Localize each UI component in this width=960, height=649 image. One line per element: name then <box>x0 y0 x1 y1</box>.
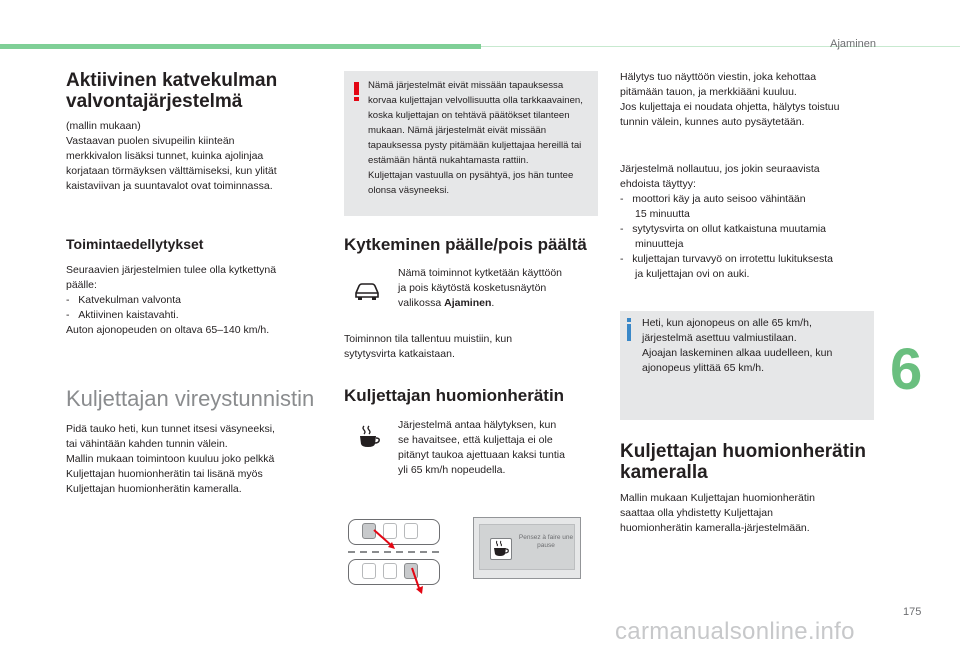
header-rule <box>481 46 960 47</box>
active-blind-spot-title: Aktiivinen katvekulman valvontajärjestelmä <box>66 70 278 112</box>
chapter-number: 6 <box>890 337 923 402</box>
attention-text: Järjestelmä antaa hälytyksen, kun se havaitsee, että kuljettaja ei ole pitänyt taukoa ajettuaan kaksi tuntia yli 65 km/h nopeudella. <box>398 419 565 476</box>
on-off-title: Kytkeminen päälle/pois päältä <box>344 235 587 254</box>
list-item: - kuljettajan turvavyö on irrotettu lukituksesta <box>620 253 834 265</box>
list-item: - Katvekulman valvonta <box>66 294 181 306</box>
car-settings-icon <box>352 278 382 302</box>
lane-illustration <box>345 515 445 595</box>
page-number: 175 <box>903 606 922 618</box>
red-arrow-top <box>370 527 398 551</box>
requirements-text: Seuraavien järjestelmien tulee olla kytkettynä päälle: - Katvekulman valvonta - Aktiivinen kaistavahti. Auton ajonopeuden on oltava 65–140 km/h. <box>66 264 277 336</box>
driver-alert-title: Kuljettajan vireystunnistin <box>66 386 315 411</box>
section-title: Ajaminen <box>830 38 876 50</box>
red-arrow-bottom <box>407 565 427 595</box>
coffee-cup-icon <box>490 538 512 560</box>
header-accent-bar <box>0 44 481 49</box>
watermark: carmanualsonline.info <box>615 618 855 645</box>
info-text: Heti, kun ajonopeus on alle 65 km/h, järjestelmä asettuu valmiustilaan. Ajoajan laskeminen alkaa uudelleen, kun ajonopeus ylittää 65 km/h. <box>642 317 833 374</box>
list-item: - Aktiivinen kaistavahti. <box>66 309 179 321</box>
coffee-cup-icon <box>356 424 382 450</box>
camera-alert-text: Mallin mukaan Kuljettajan huomionherätin saattaa olla yhdistetty Kuljettajan huomionherätin kameralla-järjestelmään. <box>620 492 815 534</box>
requirements-title: Toimintaedellytykset <box>66 236 204 252</box>
list-item: - moottori käy ja auto seisoo vähintään <box>620 193 806 205</box>
camera-alert-title: Kuljettajan huomionherätin kameralla <box>620 441 866 483</box>
pause-message: Pensez à faire une pause <box>518 534 574 549</box>
active-blind-spot-text: (mallin mukaan) Vastaavan puolen sivupeilin kiinteän merkkivalon lisäksi tunnet, kuinka ajolinjaa korjataan törmäyksen välttämiseksi, kun ylität kaistaviivan ja suuntavalot ovat toiminnassa. <box>66 120 277 192</box>
warning-icon <box>353 82 359 101</box>
on-off-text: Nämä toiminnot kytketään käyttöön ja pois käytöstä kosketusnäytön valikossa Ajaminen. <box>398 267 563 309</box>
info-icon <box>627 318 631 341</box>
attention-title: Kuljettajan huomionherätin <box>344 386 565 405</box>
memory-text: Toiminnon tila tallentuu muistiin, kun sytytysvirta katkaistaan. <box>344 333 513 360</box>
alert-description: Hälytys tuo näyttöön viestin, joka kehottaa pitämään tauon, ja merkkiääni kuuluu. Jos kuljettaja ei noudata ohjetta, hälytys toistuu tunnin välein, kunnes auto pysäytetään. <box>620 71 840 128</box>
warning-text: Nämä järjestelmät eivät missään tapauksessa korvaa kuljettajan velvollisuutta olla tarkkaavainen, koska kuljettajan on tehtävä päätökset tilanteen mukaan. Nämä järjestelmät eivät missään tapauksessa pysty pitämään kuljettajaa hereillä tai estämään häntä nukahtamasta rattiin. Kuljettajan vastuulla on pysähtyä, jos hän tuntee olonsa väsyneeksi. <box>368 80 583 196</box>
menu-name: Ajaminen <box>444 297 492 309</box>
list-item: - sytytysvirta on ollut katkaistuna muutamia <box>620 223 826 235</box>
pause-screen <box>473 517 581 579</box>
driver-alert-text: Pidä tauko heti, kun tunnet itsesi väsyneeksi, tai vähintään kahden tunnin välein. Mallin mukaan toimintoon kuuluu joko pelkkä Kuljettajan huomionherätin tai lisänä myös Kuljettajan huomionherätin kameralla. <box>66 423 275 495</box>
reset-conditions: Järjestelmä nollautuu, jos jokin seuraavista ehdoista täyttyy: - moottori käy ja auto seisoo vähintään 15 minuutta - sytytysvirta on ollut katkaistuna muutamia minuutteja - kuljettajan turvavyö on irrotettu lukituksesta ja kuljettajan ovi on auki. <box>620 163 834 280</box>
